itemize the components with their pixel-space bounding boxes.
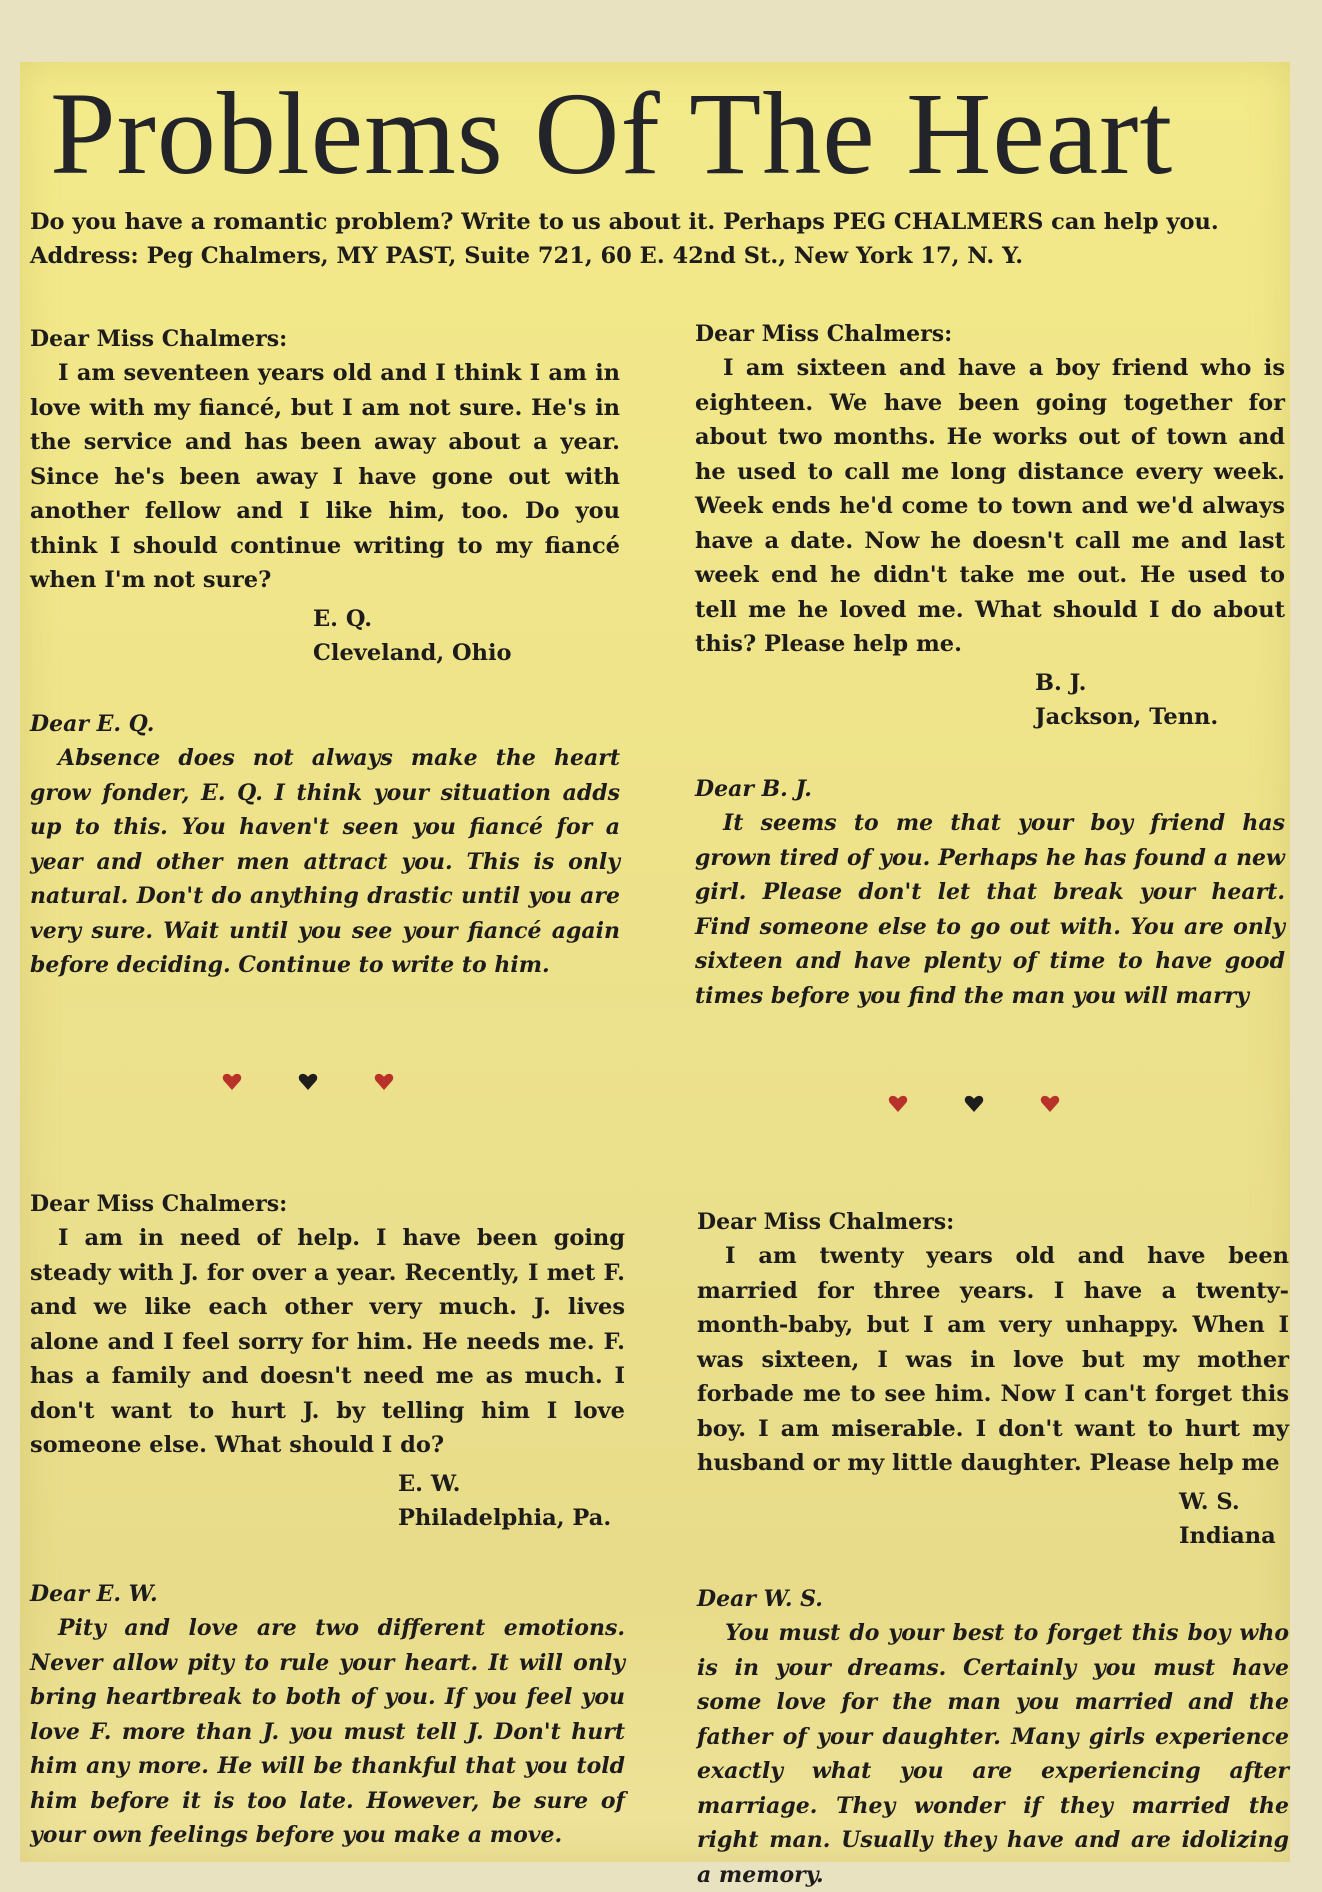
letter-body: I am seventeen years old and I think I am in love with my fiancé, but I am not sure. He's in the service and has been away about a year. Since he's been away I have gone out with another fellow and I like him, too. Do you think I should continue writing to my fiancé when I'm not sure?	[30, 360, 620, 593]
reply-body: You must do your best to forget this boy who is in your dreams. Certainly you must have some love for the man you married and the father of your daughter. Many girls experience exactly what you are experiencing after marriage. They wonder if they married the right man. Usually they have and are idolizing a memory.	[697, 1620, 1289, 1888]
letter-eq	[30, 322, 620, 671]
reply-salutation: Dear E. W.	[30, 1581, 158, 1607]
reply-salutation: Dear W. S.	[697, 1586, 823, 1612]
letter-salutation: Dear Miss Chalmers:	[697, 1209, 955, 1235]
reply-bj	[695, 772, 1285, 1013]
letter-initials: E. Q.	[313, 605, 373, 632]
reply-salutation: Dear E. Q.	[30, 711, 155, 737]
heart-icon	[1040, 1094, 1060, 1114]
letter-body: I am in need of help. I have been going steady with J. for over a year. Recently, I met F. and we like each other very much. J. lives alone and I feel sorry for him. He needs me. F. has a family and doesn't need me as much. I don't want to hurt J. by telling him I love someone else. What should I do?	[30, 1225, 625, 1458]
intro-line: Do you have a romantic problem? Write to us about it. Perhaps PEG CHALMERS can help you.	[30, 209, 1219, 235]
reply-ws	[697, 1582, 1289, 1892]
page-title: Problems Of The Heart	[50, 68, 1174, 199]
heart-icon	[964, 1094, 984, 1114]
letter-initials: E. W.	[398, 1470, 461, 1497]
letter-initials: B. J.	[1035, 669, 1087, 696]
letter-salutation: Dear Miss Chalmers:	[30, 1191, 288, 1217]
heart-ornament-right	[888, 1094, 1060, 1114]
letter-place: Jackson, Tenn.	[1035, 704, 1219, 730]
letter-ew	[30, 1187, 625, 1536]
address-line: Address: Peg Chalmers, MY PAST, Suite 721, 60 E. 42nd St., New York 17, N. Y.	[30, 243, 1024, 269]
letter-place: Cleveland, Ohio	[313, 640, 512, 666]
letter-salutation: Dear Miss Chalmers:	[695, 321, 953, 347]
reply-eq	[30, 707, 620, 983]
heart-ornament-left	[222, 1072, 394, 1092]
magazine-page	[20, 62, 1290, 1888]
letter-salutation: Dear Miss Chalmers:	[30, 326, 288, 352]
letter-initials: W. S.	[1179, 1488, 1240, 1515]
reply-body: Absence does not always make the heart grow fonder, E. Q. I think your situation adds up to this. You haven't seen you fiancé for a year and other men attract you. This is only natural. Don't do anything drastic until you are very sure. Wait until you see your fiancé again before deciding. Continue to write to him.	[30, 745, 620, 978]
heart-icon	[374, 1072, 394, 1092]
letter-bj	[695, 317, 1285, 735]
letter-place: Indiana	[1179, 1523, 1276, 1549]
letter-place: Philadelphia, Pa.	[398, 1505, 612, 1531]
reply-ew	[30, 1577, 625, 1853]
heart-icon	[298, 1072, 318, 1092]
letter-body: I am sixteen and have a boy friend who is eighteen. We have been going together for about two months. He works out of town and he used to call me long distance every week. Week ends he'd come to town and we'd always have a date. Now he doesn't call me and last week end he didn't take me out. He used to tell me he loved me. What should I do about this? Please help me.	[695, 355, 1285, 657]
reply-salutation: Dear B. J.	[695, 776, 812, 802]
heart-icon	[222, 1072, 242, 1092]
heart-icon	[888, 1094, 908, 1114]
reply-body: Pity and love are two different emotions. Never allow pity to rule your heart. It will only bring heartbreak to both of you. If you feel you love F. more than J. you must tell J. Don't hurt him any more. He will be thankful that you told him before it is too late. However, be sure of your own feelings before you make a move.	[30, 1615, 625, 1848]
letter-ws	[697, 1205, 1289, 1554]
intro-block	[30, 205, 1290, 273]
letter-body: I am twenty years old and have been married for three years. I have a twenty-month-baby, but I am very unhappy. When I was sixteen, I was in love but my mother forbade me to see him. Now I can't forget this boy. I am miserable. I don't want to hurt my husband or my little daughter. Please help me	[697, 1243, 1289, 1476]
reply-body: It seems to me that your boy friend has grown tired of you. Perhaps he has found a new girl. Please don't let that break your heart. Find someone else to go out with. You are only sixteen and have plenty of time to have good times before you find the man you will marry	[695, 810, 1285, 1009]
